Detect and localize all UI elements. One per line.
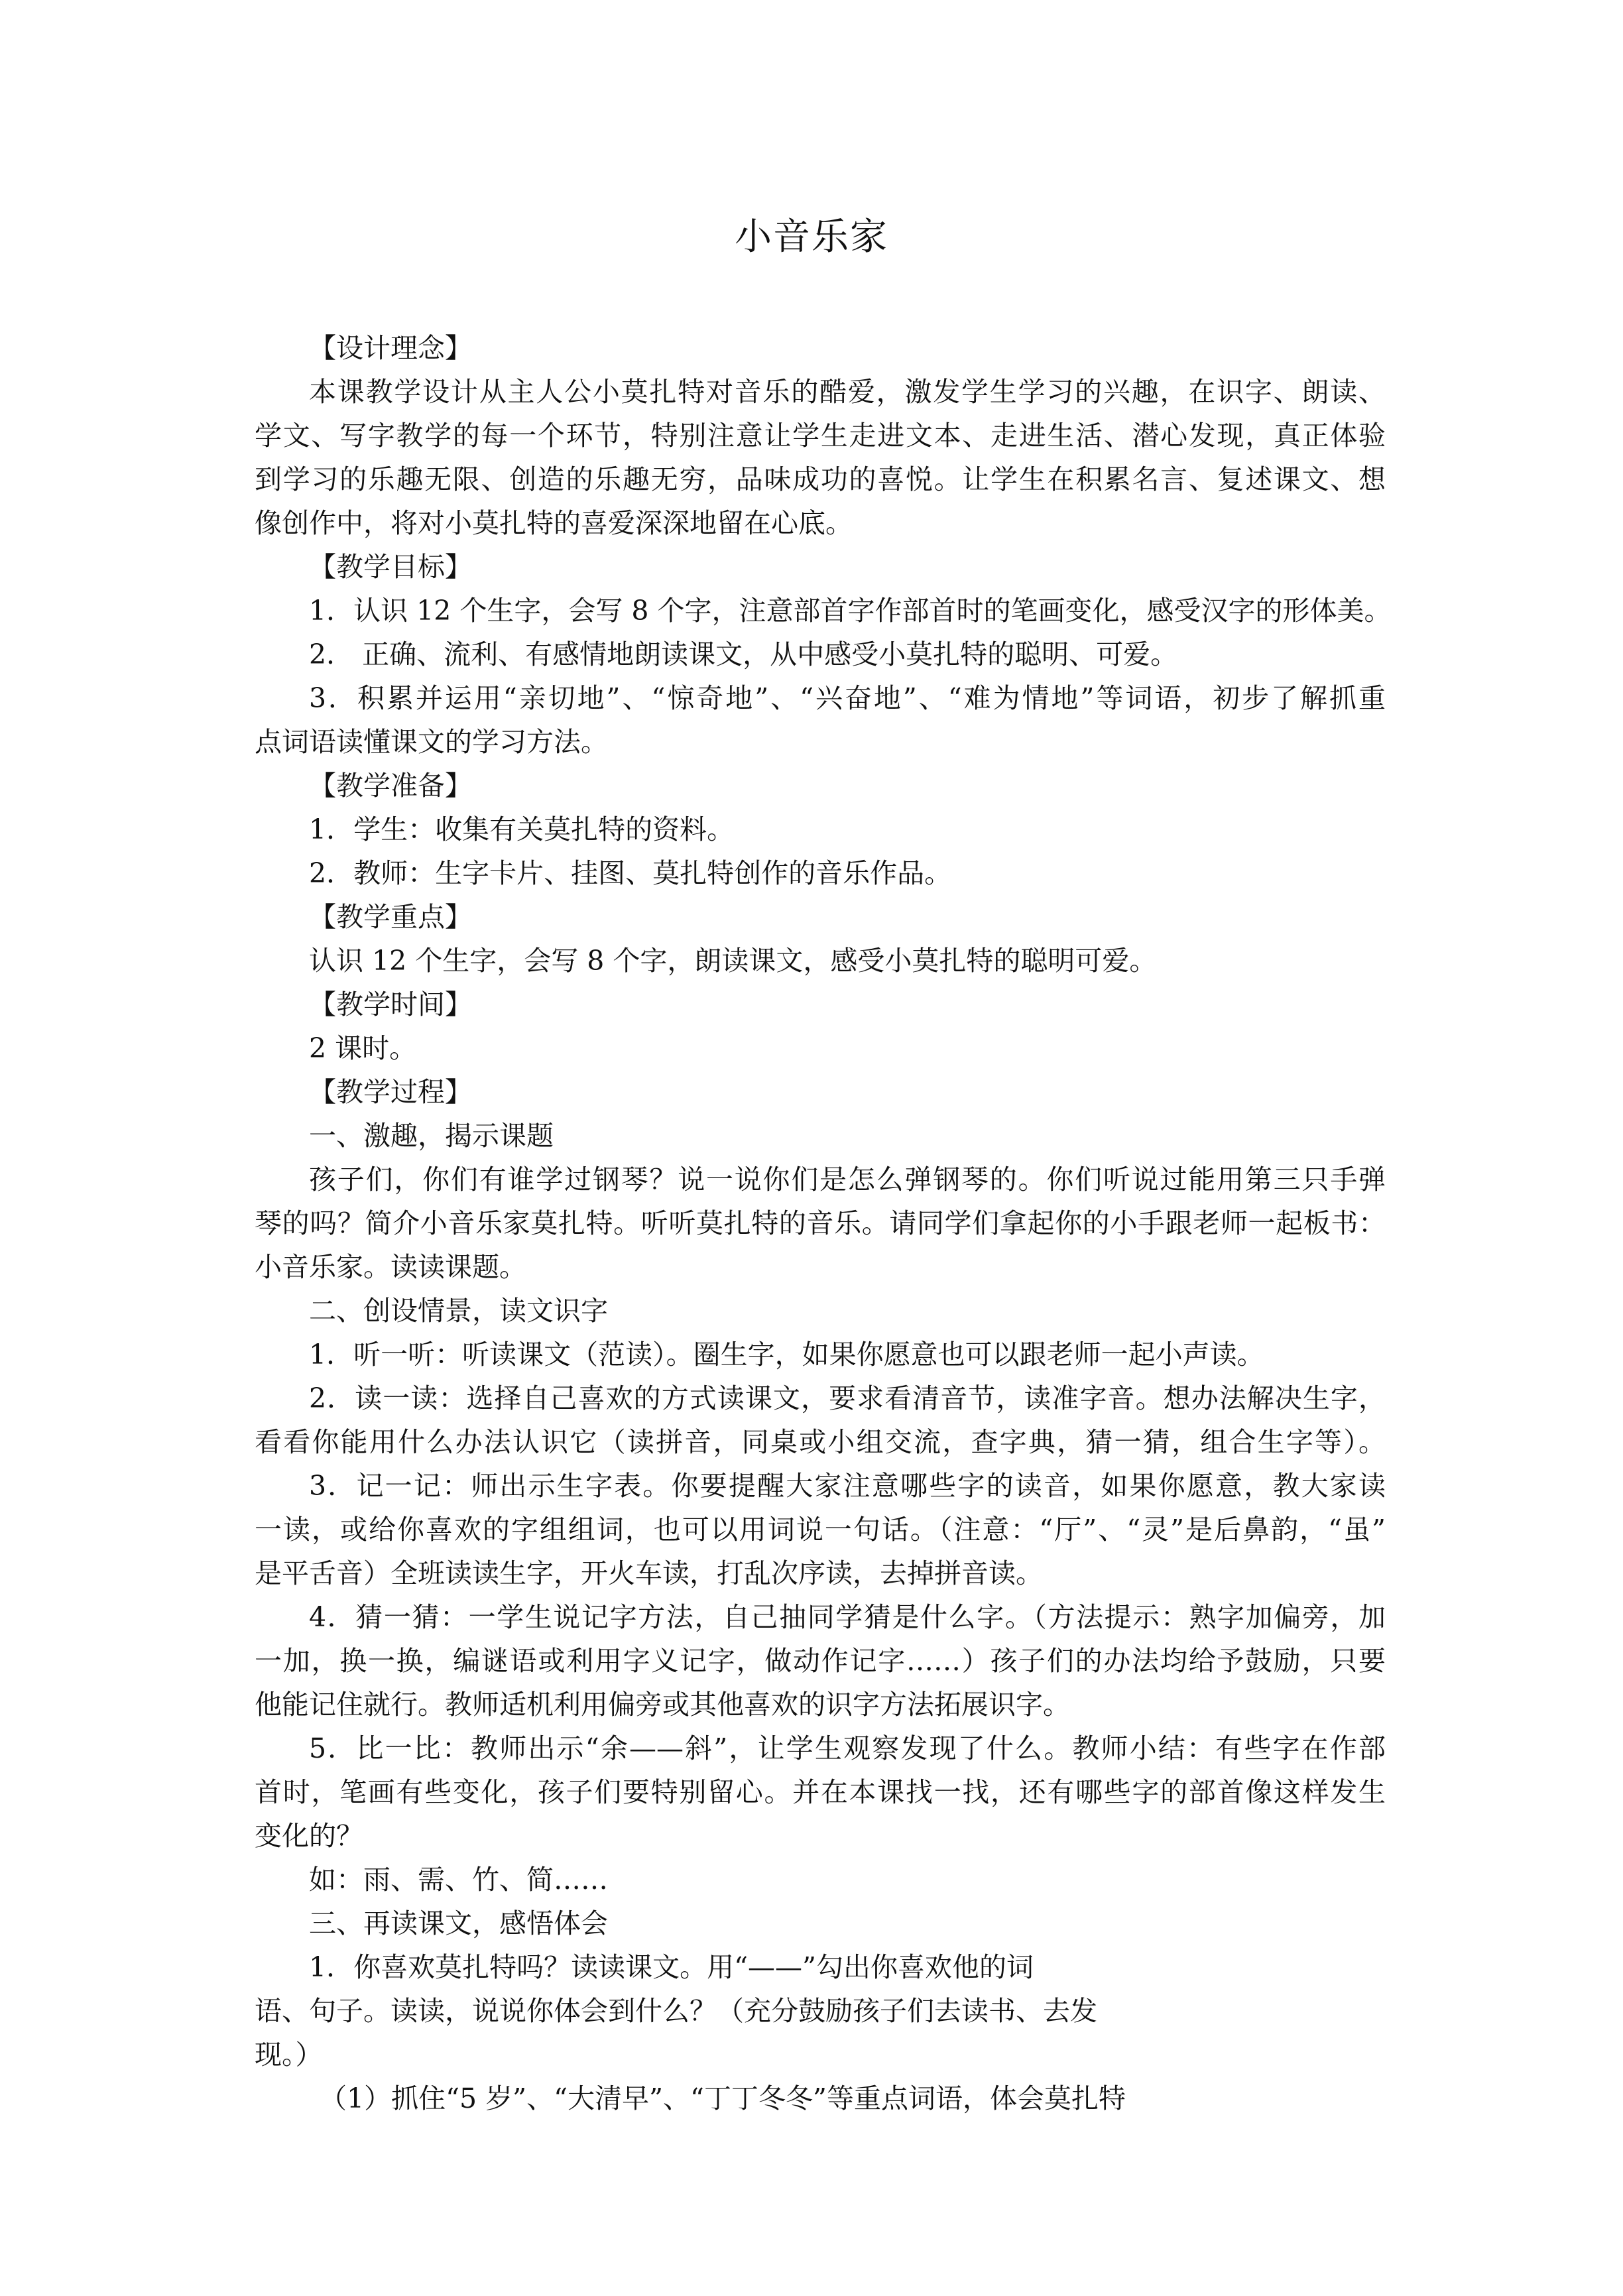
text-line: 一加，换一换，编谜语或利用字义记字，做动作记字……）孩子们的办法均给予鼓励，只要 <box>255 1645 1386 1677</box>
text-line: 1．你喜欢莫扎特吗？读读课文。用“——”勾出你喜欢他的词 <box>309 1951 1034 1983</box>
text-line: 5．比一比：教师出示“余——斜”，让学生观察发现了什么。教师小结：有些字在作部 <box>309 1732 1386 1764</box>
text-line: 孩子们，你们有谁学过钢琴？说一说你们是怎么弹钢琴的。你们听说过能用第三只手弹 <box>309 1164 1386 1195</box>
text-line: 如：雨、需、竹、简…… <box>309 1864 608 1896</box>
text-line: 2．读一读：选择自己喜欢的方式读课文，要求看清音节，读准字音。想办法解决生字， <box>309 1382 1386 1414</box>
text-line: 一、激趣，揭示课题 <box>309 1120 554 1152</box>
text-line: 二、创设情景，读文识字 <box>309 1295 608 1327</box>
text-line: 琴的吗？简介小音乐家莫扎特。听听莫扎特的音乐。请同学们拿起你的小手跟老师一起板书： <box>255 1207 1386 1239</box>
text-line: 2．教师：生字卡片、挂图、莫扎特创作的音乐作品。 <box>309 857 952 889</box>
text-line: 看看你能用什么办法认识它（读拼音，同桌或小组交流，查字典，猜一猜，组合生字等）。 <box>255 1426 1386 1458</box>
text-line: 【教学准备】 <box>309 770 472 802</box>
text-line: 三、再读课文，感悟体会 <box>309 1907 608 1939</box>
text-line: 3．记一记：师出示生字表。你要提醒大家注意哪些字的读音，如果你愿意，教大家读 <box>309 1470 1386 1502</box>
text-line: 【教学时间】 <box>309 989 472 1020</box>
text-line: 学文、写字教学的每一个环节，特别注意让学生走进文本、走进生活、潜心发现，真正体验 <box>255 420 1386 452</box>
text-line: 语、句子。读读，说说你体会到什么？（充分鼓励孩子们去读书、去发 <box>255 1995 1097 2027</box>
text-line: 3．积累并运用“亲切地”、“惊奇地”、“兴奋地”、“难为情地”等词语，初步了解抓重 <box>309 682 1386 714</box>
text-line: 1．学生：收集有关莫扎特的资料。 <box>309 814 735 845</box>
text-line: 现。） <box>255 2039 323 2071</box>
text-line: 一读，或给你喜欢的字组组词，也可以用词说一句话。（注意：“厅”、“灵”是后鼻韵，“虽” <box>255 1514 1386 1545</box>
text-line: 点词语读懂课文的学习方法。 <box>255 726 608 758</box>
text-line: 【教学过程】 <box>309 1076 472 1108</box>
text-line: 认识 12 个生字，会写 8 个字，朗读课文，感受小莫扎特的聪明可爱。 <box>309 945 1157 977</box>
text-line: 到学习的乐趣无限、创造的乐趣无穷，品味成功的喜悦。让学生在积累名言、复述课文、想 <box>255 463 1386 495</box>
document-body <box>255 326 1392 2120</box>
text-line: 2． 正确、流利、有感情地朗读课文，从中感受小莫扎特的聪明、可爱。 <box>309 638 1178 670</box>
text-line: 是平舌音）全班读读生字，开火车读，打乱次序读，去掉拼音读。 <box>255 1557 1043 1589</box>
text-line: （1）抓住“5 岁”、“大清早”、“丁丁冬冬”等重点词语，体会莫扎特 <box>320 2083 1126 2114</box>
text-line: 1．听一听：听读课文（范读）。圈生字，如果你愿意也可以跟老师一起小声读。 <box>309 1339 1264 1370</box>
text-line: 首时，笔画有些变化，孩子们要特别留心。并在本课找一找，还有哪些字的部首像这样发生 <box>255 1776 1386 1808</box>
text-line: 4．猜一猜：一学生说记字方法，自己抽同学猜是什么字。（方法提示：熟字加偏旁，加 <box>309 1601 1386 1633</box>
text-line: 2 课时。 <box>309 1032 417 1064</box>
text-line: 1．认识 12 个生字，会写 8 个字，注意部首字作部首时的笔画变化，感受汉字的形体美。 <box>309 595 1392 627</box>
text-line: 变化的？ <box>255 1820 363 1852</box>
text-line: 本课教学设计从主人公小莫扎特对音乐的酷爱，激发学生学习的兴趣，在识字、朗读、 <box>309 376 1386 408</box>
page-title: 小音乐家 <box>735 215 888 259</box>
text-line: 他能记住就行。教师适机利用偏旁或其他喜欢的识字方法拓展识字。 <box>255 1689 1070 1721</box>
text-line: 【设计理念】 <box>309 332 472 364</box>
text-line: 小音乐家。读读课题。 <box>255 1251 526 1283</box>
text-line: 像创作中，将对小莫扎特的喜爱深深地留在心底。 <box>255 507 853 539</box>
text-line: 【教学目标】 <box>309 551 472 583</box>
text-line: 【教学重点】 <box>309 901 472 933</box>
